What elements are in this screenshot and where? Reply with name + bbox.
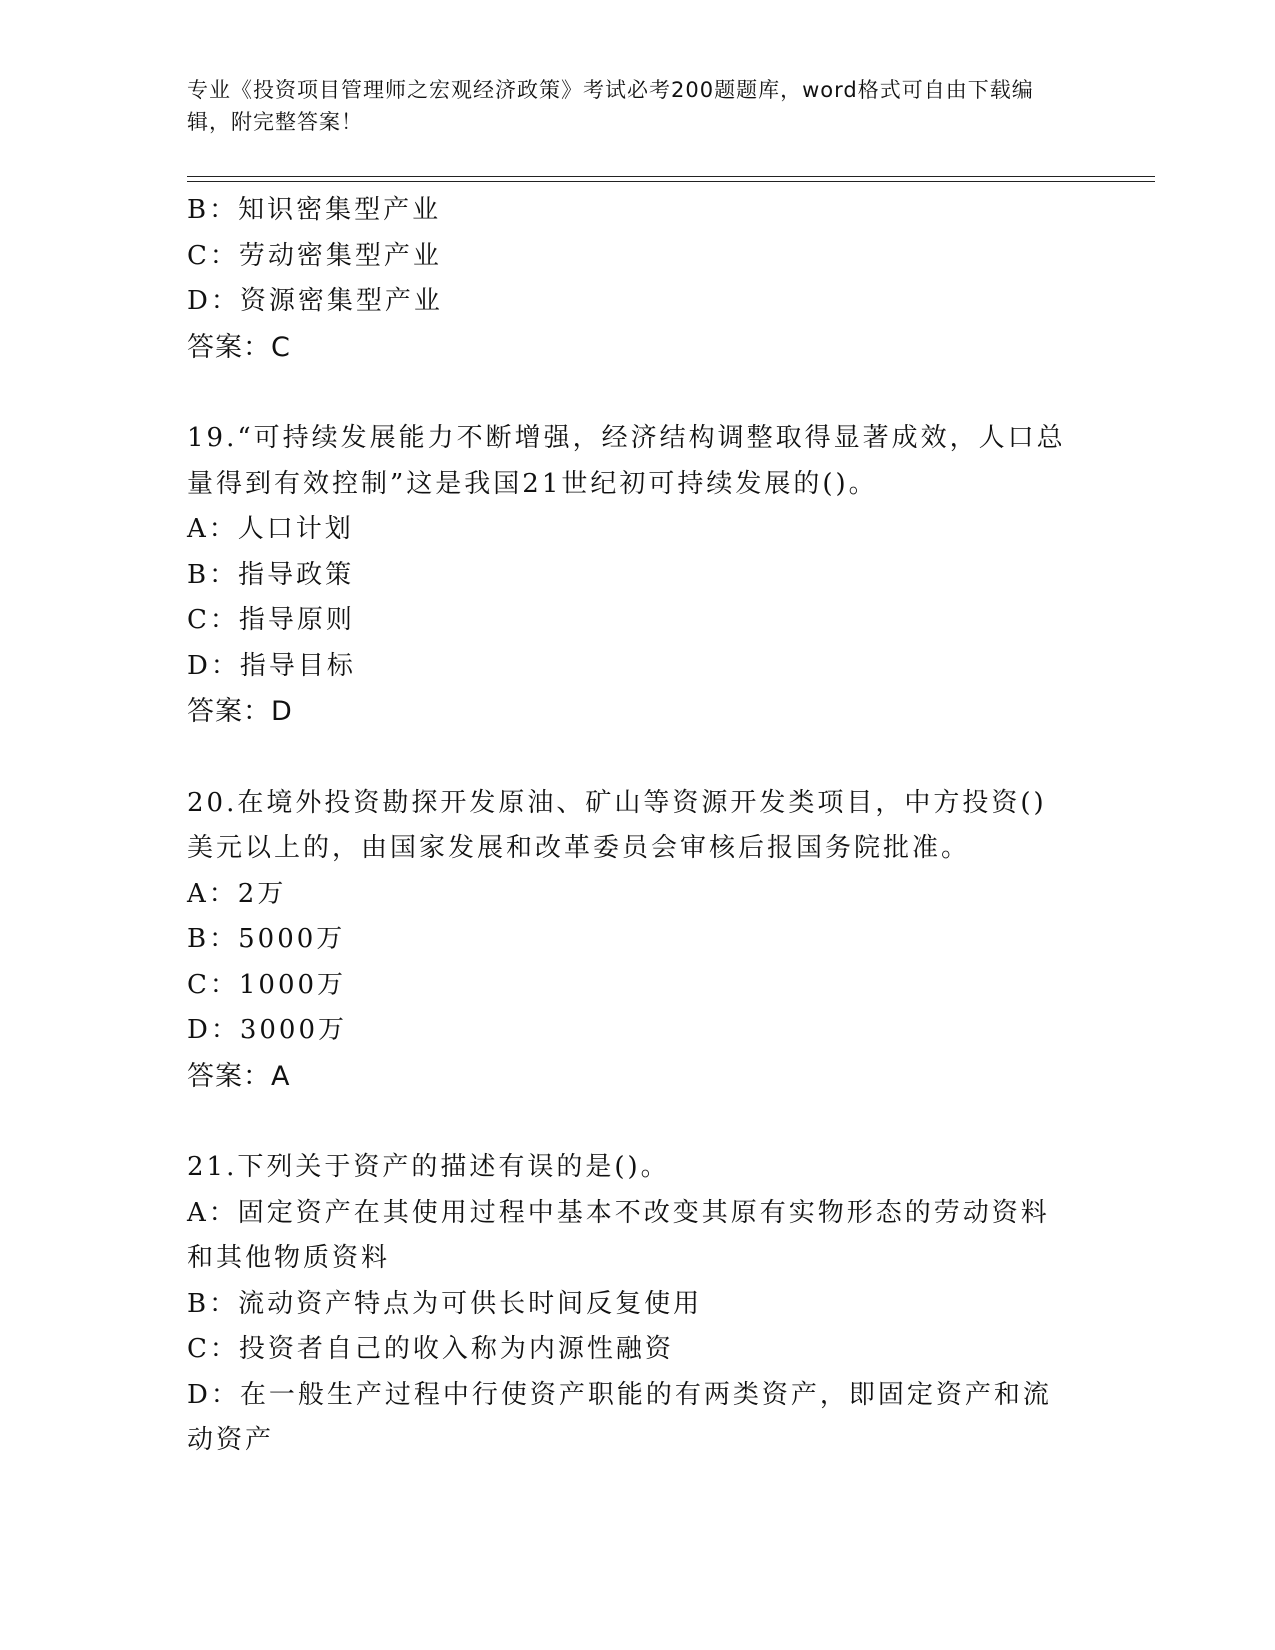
option-a: A：人口计划: [187, 514, 354, 544]
option-b: B：流动资产特点为可供长时间反复使用: [187, 1288, 703, 1319]
option-c: C：指导原则: [187, 605, 355, 635]
spacer: [187, 1099, 1067, 1145]
option-d: D：3000万: [187, 1015, 348, 1045]
header-divider-top: [187, 176, 1155, 177]
question-19: [187, 416, 1067, 735]
question-stem: 21.下列关于资产的描述有误的是()。: [187, 1152, 670, 1182]
option-b: B：知识密集型产业: [187, 195, 442, 225]
spacer: [187, 370, 1067, 416]
question-content: [187, 188, 1067, 1464]
option-d: D：指导目标: [187, 650, 356, 681]
question-stem: 20.在境外投资勘探开发原油、矿山等资源开发类项目，中方投资()美元以上的，由国家发展和改革委员会审核后报国务院批准。: [187, 787, 1047, 863]
option-a: A：固定资产在其使用过程中基本不改变其原有实物形态的劳动资料和其他物质资料: [187, 1197, 1050, 1273]
answer-line: 答案：A: [187, 1060, 291, 1092]
option-c: C：劳动密集型产业: [187, 240, 442, 271]
spacer: [187, 735, 1067, 781]
question-18: [187, 188, 1067, 370]
option-c: C：1000万: [187, 969, 347, 1000]
header-divider-bottom: [187, 181, 1155, 182]
document-header: 专业《投资项目管理师之宏观经济政策》考试必考200题题库，word格式可自由下载编辑，附完整答案！: [187, 78, 1034, 134]
answer-line: 答案：C: [187, 331, 291, 363]
option-a: A：2万: [187, 878, 287, 909]
question-stem: 19.“可持续发展能力不断增强，经济结构调整取得显著成效，人口总量得到有效控制”这是我国21世纪初可持续发展的()。: [187, 423, 1066, 499]
option-c: C：投资者自己的收入称为内源性融资: [187, 1334, 674, 1364]
question-20: [187, 781, 1067, 1100]
option-b: B：5000万: [187, 924, 346, 954]
question-21: [187, 1145, 1067, 1464]
answer-line: 答案：D: [187, 696, 293, 727]
option-d: D：在一般生产过程中行使资产职能的有两类资产，即固定资产和流动资产: [187, 1379, 1052, 1455]
option-b: B：指导政策: [187, 559, 355, 590]
option-d: D：资源密集型产业: [187, 286, 443, 316]
